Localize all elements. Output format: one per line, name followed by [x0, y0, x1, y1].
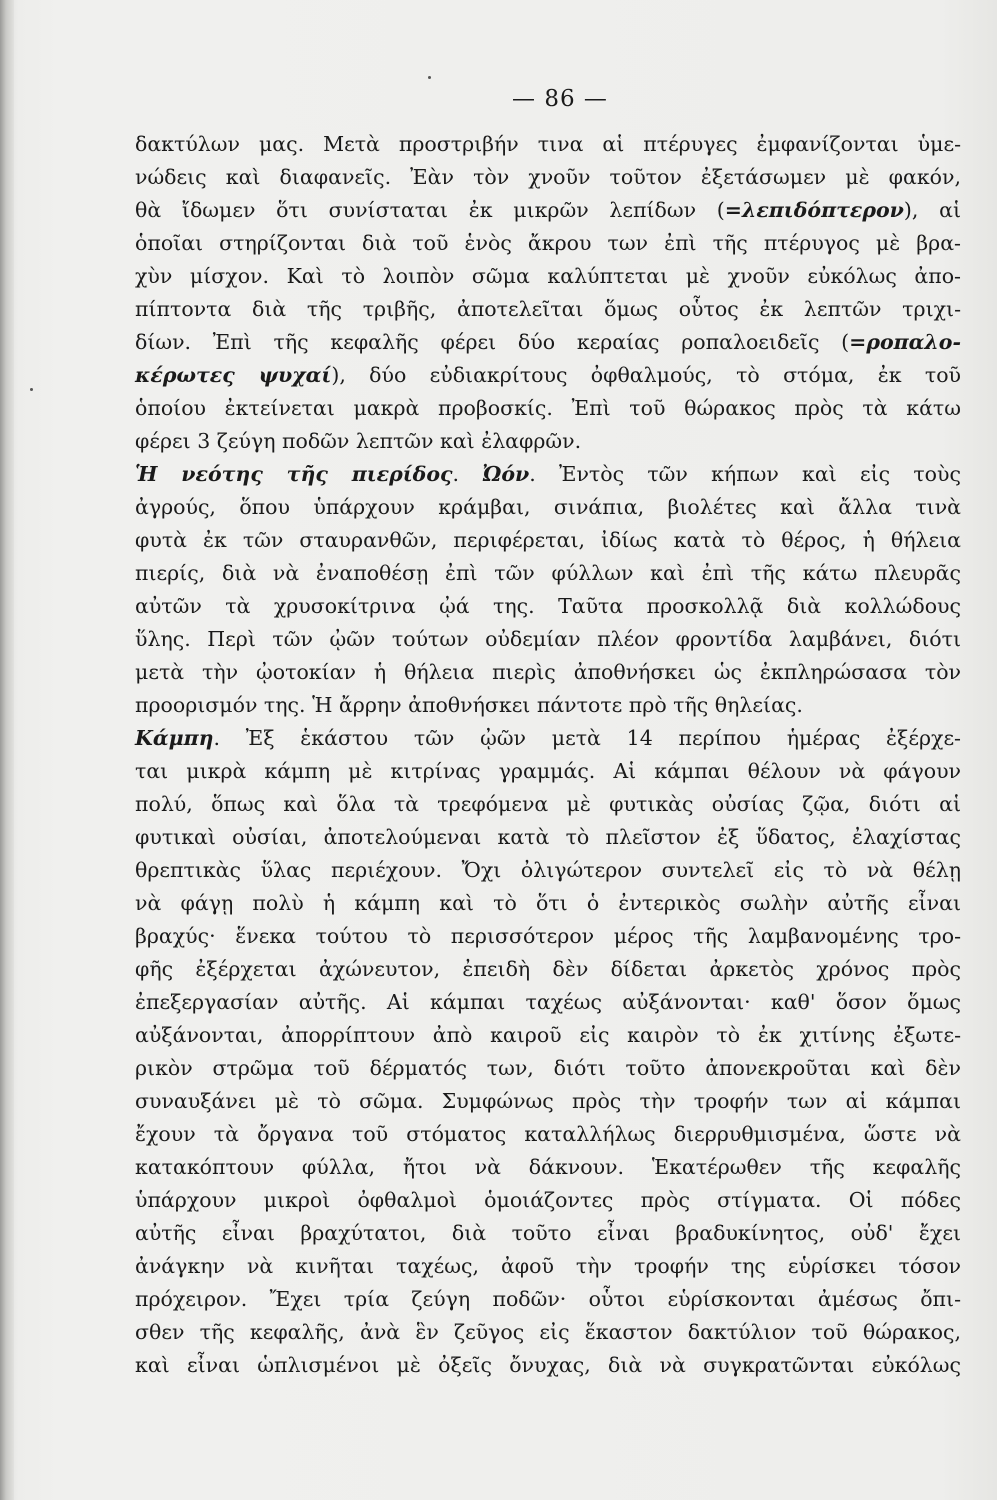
text-segment: ὑπάρχουν μικροὶ ὀφθαλμοὶ ὁμοιάζοντες πρὸς στίγματα. Οἱ πόδες	[135, 1188, 961, 1212]
bold-term: κέρωτες ψυχαί	[135, 363, 332, 387]
bold-term: Ἡ νεότης τῆς πιερίδος	[135, 462, 453, 486]
text-segment: συναυξάνει μὲ τὸ σῶμα. Συμφώνως πρὸς τὴν τροφήν των αἱ κάμπαι	[135, 1089, 961, 1113]
text-segment: πιερίς, διὰ νὰ ἐναποθέσῃ ἐπὶ τῶν φύλλων καὶ ἐπὶ τῆς κάτω πλευρᾶς	[135, 561, 961, 585]
text-line	[135, 722, 961, 755]
text-line	[135, 755, 961, 788]
text-line	[135, 788, 961, 821]
text-segment: πίπτοντα διὰ τῆς τριβῆς, ἀποτελεῖται ὅμως οὗτος ἐκ λεπτῶν τριχι-	[135, 297, 961, 321]
text-segment: φῆς ἐξέρχεται ἀχώνευτον, ἐπειδὴ δὲν δίδεται ἀρκετὸς χρόνος πρὸς	[135, 957, 961, 981]
text-segment: θὰ ἴδωμεν ὅτι συνίσταται ἐκ μικρῶν λεπίδων (	[135, 198, 725, 222]
text-line	[135, 656, 961, 689]
text-line	[135, 1052, 961, 1085]
text-line	[135, 1151, 961, 1184]
text-segment: μετὰ τὴν ᾠοτοκίαν ἡ θήλεια πιερὶς ἀποθνήσκει ὡς ἐκπληρώσασα τὸν	[135, 660, 961, 684]
text-line	[135, 1118, 961, 1151]
text-line	[135, 1019, 961, 1052]
text-segment: ἀγρούς, ὅπου ὑπάρχουν κράμβαι, σινάπια, βιολέτες καὶ ἄλλα τινὰ	[135, 495, 961, 519]
text-segment: κατακόπτουν φύλλα, ἤτοι νὰ δάκνουν. Ἑκατέρωθεν τῆς κεφαλῆς	[135, 1155, 961, 1179]
text-line	[135, 590, 961, 623]
text-segment: ), δύο εὐδιακρίτους ὀφθαλμούς, τὸ στόμα, ἐκ τοῦ	[331, 363, 961, 387]
text-line	[135, 1316, 961, 1349]
bold-term: Ὠόν	[482, 462, 530, 486]
text-line	[135, 986, 961, 1019]
text-segment: δίων. Ἐπὶ τῆς κεφαλῆς φέρει δύο κεραίας ροπαλοειδεῖς (	[135, 330, 850, 354]
speck-mark	[30, 388, 33, 391]
text-line	[135, 161, 961, 194]
bold-term: Κάμπη	[135, 726, 214, 750]
text-segment: ), αἱ	[903, 198, 961, 222]
text-line	[135, 1283, 961, 1316]
text-line	[135, 623, 961, 656]
text-segment: φυτὰ ἐκ τῶν σταυρανθῶν, περιφέρεται, ἰδίως κατὰ τὸ θέρος, ἡ θήλεια	[135, 528, 961, 552]
text-line	[135, 689, 961, 722]
text-line	[135, 458, 961, 491]
text-segment: χὺν μίσχον. Καὶ τὸ λοιπὸν σῶμα καλύπτεται μὲ χνοῦν εὐκόλως ἀπο-	[135, 264, 961, 288]
text-segment: ἐπεξεργασίαν αὐτῆς. Αἱ κάμπαι ταχέως αὐξάνονται· καθ' ὅσον ὅμως	[135, 990, 961, 1014]
text-line	[135, 821, 961, 854]
text-segment: αὐξάνονται, ἀπορρίπτουν ἀπὸ καιροῦ εἰς καιρὸν τὸ ἐκ χιτίνης ἐξωτε-	[135, 1023, 961, 1047]
text-line	[135, 1184, 961, 1217]
text-segment: νὰ φάγῃ πολὺ ἡ κάμπη καὶ τὸ ὅτι ὁ ἐντερικὸς σωλὴν αὐτῆς εἶναι	[135, 891, 961, 915]
page-binding-edge	[0, 0, 14, 1500]
text-segment: βραχύς· ἕνεκα τούτου τὸ περισσότερον μέρος τῆς λαμβανομένης τρο-	[135, 924, 961, 948]
text-line	[135, 1250, 961, 1283]
text-line	[135, 227, 961, 260]
bold-term: =ροπαλο-	[849, 330, 961, 354]
text-segment: θρεπτικὰς ὕλας περιέχουν. Ὄχι ὀλιγώτερον συντελεῖ εἰς τὸ νὰ θέλῃ	[135, 858, 961, 882]
text-segment: ὕλης. Περὶ τῶν ᾠῶν τούτων οὐδεμίαν πλέον φροντίδα λαμβάνει, διότι	[135, 627, 961, 651]
text-segment: . Ἐντὸς τῶν κήπων καὶ εἰς τοὺς	[529, 462, 961, 486]
text-segment: αὐτῆς εἶναι βραχύτατοι, διὰ τοῦτο εἶναι βραδυκίνητος, οὐδ' ἔχει	[135, 1221, 961, 1245]
text-line	[135, 953, 961, 986]
page-number: — 86 —	[512, 86, 608, 112]
text-segment: νώδεις καὶ διαφανεῖς. Ἐὰν τὸν χνοῦν τοῦτον ἐξετάσωμεν μὲ φακόν,	[135, 165, 961, 189]
text-segment: πολύ, ὅπως καὶ ὅλα τὰ τρεφόμενα μὲ φυτικὰς οὐσίας ζῷα, διότι αἱ	[135, 792, 961, 816]
text-line	[135, 260, 961, 293]
text-line	[135, 1085, 961, 1118]
text-segment: πρόχειρον. Ἔχει τρία ζεύγη ποδῶν· οὗτοι εὑρίσκονται ἀμέσως ὄπι-	[135, 1287, 961, 1311]
text-line	[135, 920, 961, 953]
text-segment: δακτύλων μας. Μετὰ προστριβήν τινα αἱ πτέρυγες ἐμφανίζονται ὑμε-	[135, 132, 961, 156]
text-segment: αὐτῶν τὰ χρυσοκίτρινα ᾠά της. Ταῦτα προσκολλᾷ διὰ κολλώδους	[135, 594, 961, 618]
text-line	[135, 854, 961, 887]
text-line	[135, 425, 961, 458]
text-segment: . Ἐξ ἑκάστου τῶν ᾠῶν μετὰ 14 περίπου ἡμέρας ἐξέρχε-	[213, 726, 961, 750]
text-line	[135, 128, 961, 161]
text-segment: σθεν τῆς κεφαλῆς, ἀνὰ ἓν ζεῦγος εἰς ἕκαστον δακτύλιον τοῦ θώρακος,	[135, 1320, 961, 1344]
text-line	[135, 491, 961, 524]
text-line	[135, 1217, 961, 1250]
speck-mark	[428, 76, 431, 79]
text-segment: φυτικαὶ οὐσίαι, ἀποτελούμεναι κατὰ τὸ πλεῖστον ἐξ ὕδατος, ἐλαχίστας	[135, 825, 961, 849]
text-segment: καὶ εἶναι ὡπλισμένοι μὲ ὀξεῖς ὄνυχας, διὰ νὰ συγκρατῶνται εὐκόλως	[135, 1353, 961, 1377]
text-line	[135, 524, 961, 557]
text-segment: φέρει 3 ζεύγη ποδῶν λεπτῶν καὶ ἐλαφρῶν.	[135, 429, 582, 453]
text-segment: ται μικρὰ κάμπη μὲ κιτρίνας γραμμάς. Αἱ κάμπαι θέλουν νὰ φάγουν	[135, 759, 961, 783]
bold-term: =λεπιδόπτερον	[724, 198, 904, 222]
text-line	[135, 1349, 961, 1382]
text-segment: ὁποίου ἐκτείνεται μακρὰ προβοσκίς. Ἐπὶ τοῦ θώρακος πρὸς τὰ κάτω	[135, 396, 961, 420]
text-line	[135, 557, 961, 590]
text-segment: ἔχουν τὰ ὄργανα τοῦ στόματος καταλλήλως διερρυθμισμένα, ὥστε νὰ	[135, 1122, 961, 1146]
text-line	[135, 887, 961, 920]
text-segment: προορισμόν της. Ἡ ἄρρην ἀποθνήσκει πάντοτε πρὸ τῆς θηλείας.	[135, 693, 803, 717]
text-line	[135, 194, 961, 227]
body-text	[135, 128, 961, 1382]
text-segment: .	[452, 462, 483, 486]
text-line	[135, 359, 961, 392]
text-segment: ὁποῖαι στηρίζονται διὰ τοῦ ἑνὸς ἄκρου των ἐπὶ τῆς πτέρυγος μὲ βρα-	[135, 231, 961, 255]
text-line	[135, 326, 961, 359]
text-line	[135, 293, 961, 326]
text-segment: ρικὸν στρῶμα τοῦ δέρματός των, διότι τοῦτο ἀπονεκροῦται καὶ δὲν	[135, 1056, 961, 1080]
text-line	[135, 392, 961, 425]
text-segment: ἀνάγκην νὰ κινῆται ταχέως, ἀφοῦ τὴν τροφήν της εὑρίσκει τόσον	[135, 1254, 961, 1278]
